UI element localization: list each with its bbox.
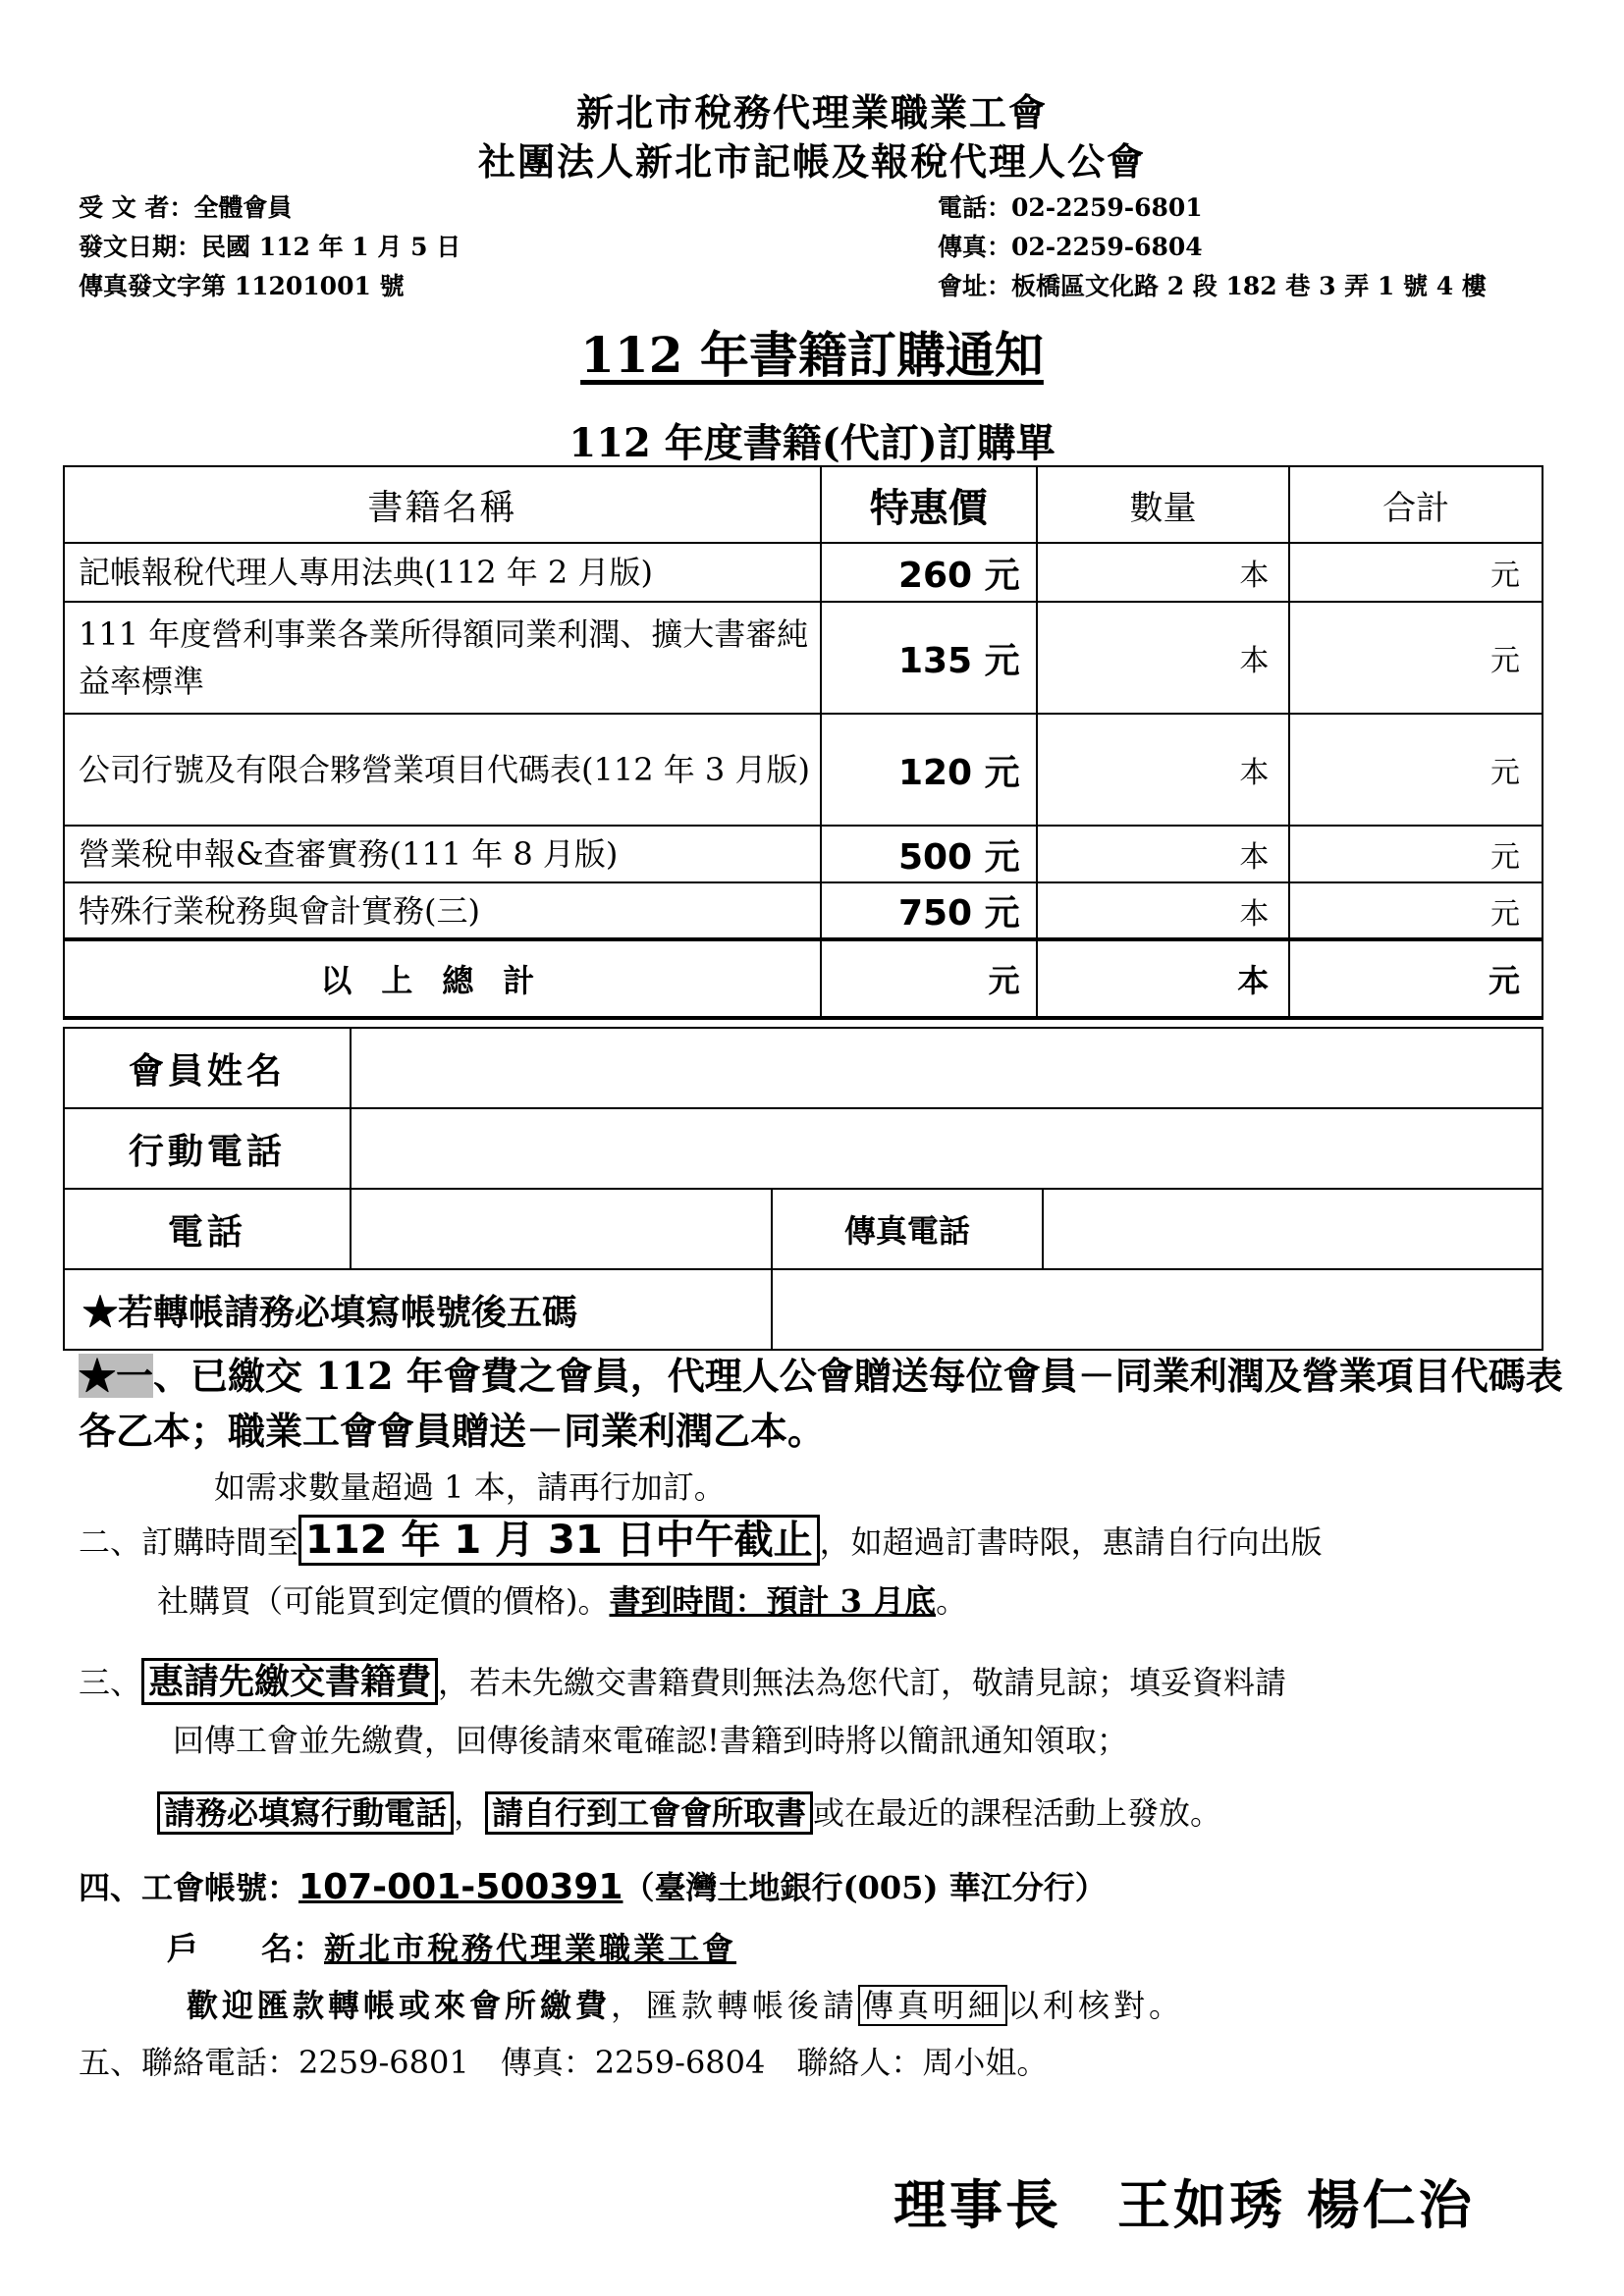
member-name-label: 會員姓名 bbox=[64, 1028, 351, 1108]
total-field[interactable]: 元 bbox=[1289, 714, 1543, 826]
qty-field[interactable]: 本 bbox=[1037, 714, 1290, 826]
fax-label: 傳真電話 bbox=[772, 1189, 1043, 1269]
mobile-label: 行動電話 bbox=[64, 1108, 351, 1189]
fax-field[interactable] bbox=[1043, 1189, 1543, 1269]
member-name-row bbox=[64, 1028, 1543, 1108]
table-row bbox=[64, 602, 1543, 714]
order-table-header bbox=[64, 466, 1543, 543]
col-price: 特惠價 bbox=[821, 466, 1037, 543]
note-3-line3: 請務必填寫行動電話 ， 請自行到工會會所取書 或在最近的課程活動上發放。 bbox=[157, 1789, 1624, 1838]
col-book-name: 書籍名稱 bbox=[64, 466, 821, 543]
pickup-box: 請自行到工會會所取書 bbox=[485, 1791, 813, 1835]
book-price: 750 元 bbox=[821, 882, 1037, 939]
account-row bbox=[64, 1269, 1543, 1350]
page-title: 112 年書籍訂購通知 bbox=[580, 326, 1044, 384]
table-row bbox=[64, 882, 1543, 939]
arrival-time: 書到時間：預計 3 月底 bbox=[609, 1582, 937, 1620]
note-1 bbox=[79, 1349, 1571, 1459]
book-name: 111 年度營利事業各業所得額同業利潤、擴大書審純益率標準 bbox=[64, 602, 821, 714]
phone-row bbox=[64, 1189, 1543, 1269]
qty-field[interactable]: 本 bbox=[1037, 602, 1290, 714]
note-4: 四、工會帳號：107-001-500391（臺灣土地銀行(005) 華江分行） bbox=[79, 1867, 1107, 1907]
fax: 傳真：02-2259-6804 bbox=[938, 233, 1203, 261]
deadline-box: 112 年 1 月 31 日中午截止 bbox=[298, 1515, 820, 1566]
fax-detail-box: 傳真明細 bbox=[858, 1985, 1007, 2026]
remittance-note: 歡迎匯款轉帳或來會所繳費，匯款轉帳後請 傳真明細 以利核對。 bbox=[187, 1987, 1185, 2024]
qty-field[interactable]: 本 bbox=[1037, 543, 1290, 602]
book-price: 120 元 bbox=[821, 714, 1037, 826]
book-name: 營業稅申報&查審實務(111 年 8 月版) bbox=[64, 826, 821, 882]
mobile-field[interactable] bbox=[351, 1108, 1543, 1189]
account-label: ★若轉帳請務必填寫帳號後五碼 bbox=[64, 1269, 772, 1350]
issue-date: 發文日期：民國 112 年 1 月 5 日 bbox=[79, 233, 461, 261]
doc-number: 傳真發文字第 11201001 號 bbox=[79, 272, 405, 300]
bank-account: 107-001-500391 bbox=[298, 1867, 623, 1907]
order-table bbox=[63, 465, 1543, 1020]
member-name-field[interactable] bbox=[351, 1028, 1543, 1108]
summary-price[interactable]: 元 bbox=[821, 939, 1037, 1018]
note-1-sub: 如需求數量超過 1 本，請再行加訂。 bbox=[214, 1468, 726, 1506]
col-total: 合計 bbox=[1289, 466, 1543, 543]
org-name-union: 新北市稅務代理業職業工會 bbox=[575, 90, 1048, 134]
table-row bbox=[64, 714, 1543, 826]
account-holder: 戶 名：新北市稅務代理業職業工會 bbox=[167, 1930, 737, 1967]
book-price: 135 元 bbox=[821, 602, 1037, 714]
prepay-box: 惠請先繳交書籍費 bbox=[141, 1658, 438, 1705]
address: 會址：板橋區文化路 2 段 182 巷 3 弄 1 號 4 樓 bbox=[938, 272, 1487, 300]
note-5-contact: 五、聯絡電話：2259-6801 傳真：2259-6804 聯絡人：周小姐。 bbox=[79, 2044, 1049, 2081]
book-price: 260 元 bbox=[821, 543, 1037, 602]
table-row bbox=[64, 543, 1543, 602]
member-info-form bbox=[63, 1027, 1543, 1351]
note-2-line2: 社購買（可能買到定價的價格)。書到時間：預計 3 月底。 bbox=[157, 1582, 968, 1620]
phone: 電話：02-2259-6801 bbox=[938, 193, 1203, 222]
summary-row bbox=[64, 939, 1543, 1018]
form-subtitle: 112 年度書籍(代訂)訂購單 bbox=[568, 420, 1056, 466]
note-1-text: 、已繳交 112 年會費之會員，代理人公會贈送每位會員－同業利潤及營業項目代碼表各乙本；職業工會會員贈送－同業利潤乙本。 bbox=[79, 1354, 1563, 1453]
phone-label: 電話 bbox=[64, 1189, 351, 1269]
note-1-highlight: ★一 bbox=[79, 1354, 154, 1398]
table-row bbox=[64, 826, 1543, 882]
col-quantity: 數量 bbox=[1037, 466, 1290, 543]
summary-total[interactable]: 元 bbox=[1289, 939, 1543, 1018]
note-2: 二、訂購時間至 112 年 1 月 31 日中午截止 ，如超過訂書時限，惠請自行向出版 bbox=[79, 1516, 1571, 1567]
signature: 理事長 王如琇 楊仁治 bbox=[893, 2173, 1475, 2236]
mobile-required-box: 請務必填寫行動電話 bbox=[157, 1791, 454, 1835]
total-field[interactable]: 元 bbox=[1289, 543, 1543, 602]
phone-field[interactable] bbox=[351, 1189, 772, 1269]
qty-field[interactable]: 本 bbox=[1037, 882, 1290, 939]
recipient: 受 文 者：全體會員 bbox=[79, 193, 293, 222]
org-name-association: 社團法人新北市記帳及報稅代理人公會 bbox=[477, 139, 1146, 184]
doc-meta-left bbox=[79, 188, 460, 306]
book-name: 特殊行業稅務與會計實務(三) bbox=[64, 882, 821, 939]
summary-label: 以上總計 bbox=[64, 939, 821, 1018]
total-field[interactable]: 元 bbox=[1289, 882, 1543, 939]
total-field[interactable]: 元 bbox=[1289, 602, 1543, 714]
mobile-row bbox=[64, 1108, 1543, 1189]
summary-qty[interactable]: 本 bbox=[1037, 939, 1290, 1018]
account-field[interactable] bbox=[772, 1269, 1543, 1350]
doc-meta-right bbox=[938, 188, 1487, 306]
book-name: 公司行號及有限合夥營業項目代碼表(112 年 3 月版) bbox=[64, 714, 821, 826]
note-3-line2: 回傳工會並先繳費，回傳後請來電確認!書籍到時將以簡訊通知領取； bbox=[173, 1722, 1128, 1759]
qty-field[interactable]: 本 bbox=[1037, 826, 1290, 882]
book-name: 記帳報稅代理人專用法典(112 年 2 月版) bbox=[64, 543, 821, 602]
book-price: 500 元 bbox=[821, 826, 1037, 882]
total-field[interactable]: 元 bbox=[1289, 826, 1543, 882]
note-3: 三、 惠請先繳交書籍費 ，若未先繳交書籍費則無法為您代訂，敬請見諒；填妥資料請 bbox=[79, 1657, 1571, 1707]
